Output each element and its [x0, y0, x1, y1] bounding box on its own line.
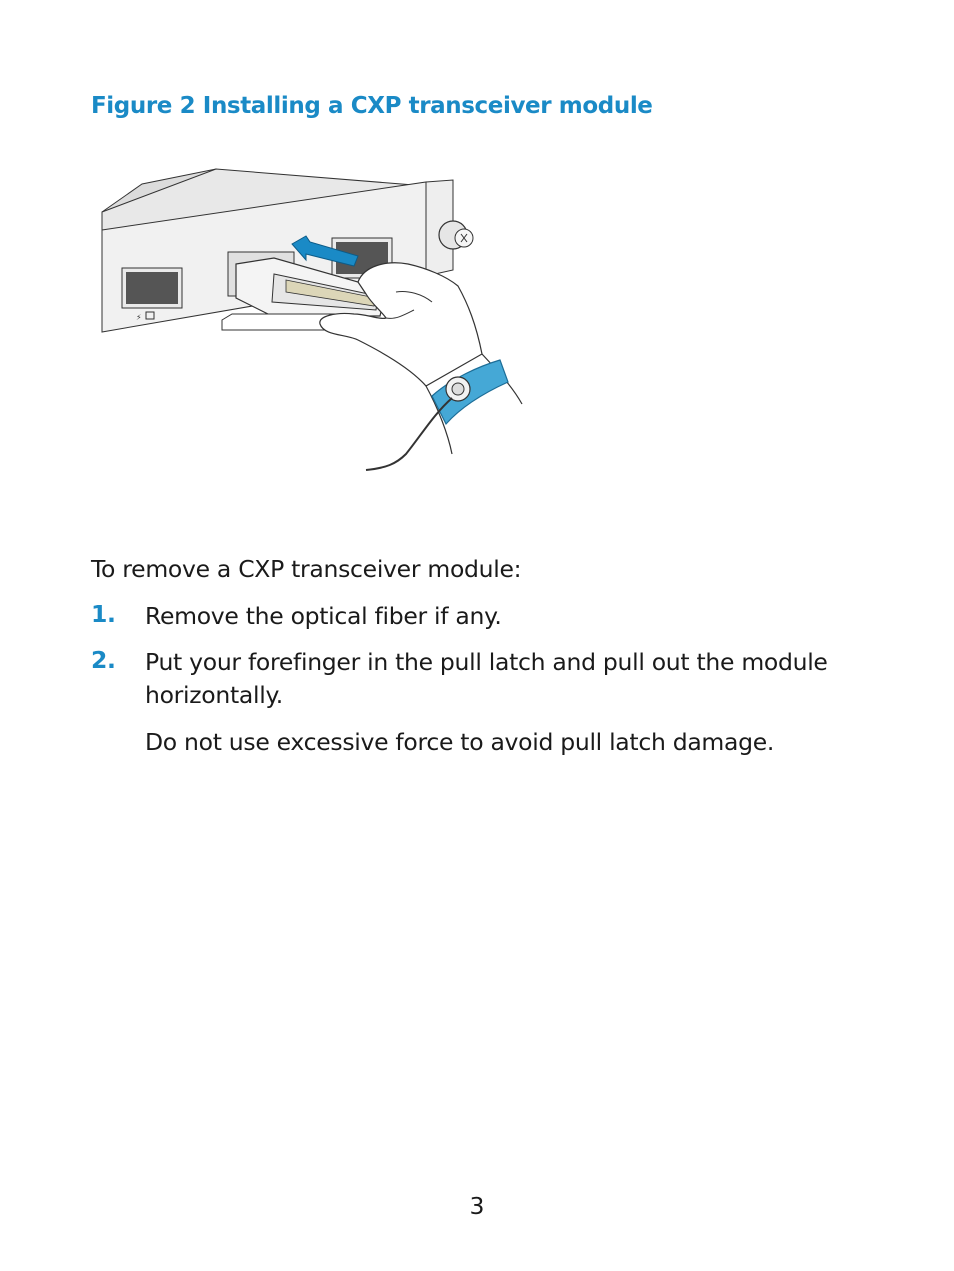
step-text: Remove the optical fiber if any.	[145, 602, 502, 630]
step-note: Do not use excessive force to avoid pull latch damage.	[145, 728, 775, 756]
step-text: Put your forefinger in the pull latch and pull out the module horizontally.	[145, 648, 828, 709]
module-base-plate	[222, 314, 336, 330]
illustration-svg	[96, 164, 526, 476]
svg-text:⚡: ⚡	[136, 313, 142, 322]
step-number: 1.	[91, 600, 116, 628]
cxp-installation-illustration	[96, 164, 526, 476]
page-number: 3	[469, 1192, 485, 1220]
procedure-intro: To remove a CXP transceiver module:	[91, 555, 522, 583]
figure-caption: Figure 2 Installing a CXP transceiver module	[91, 93, 653, 119]
step-number: 2.	[91, 646, 116, 674]
